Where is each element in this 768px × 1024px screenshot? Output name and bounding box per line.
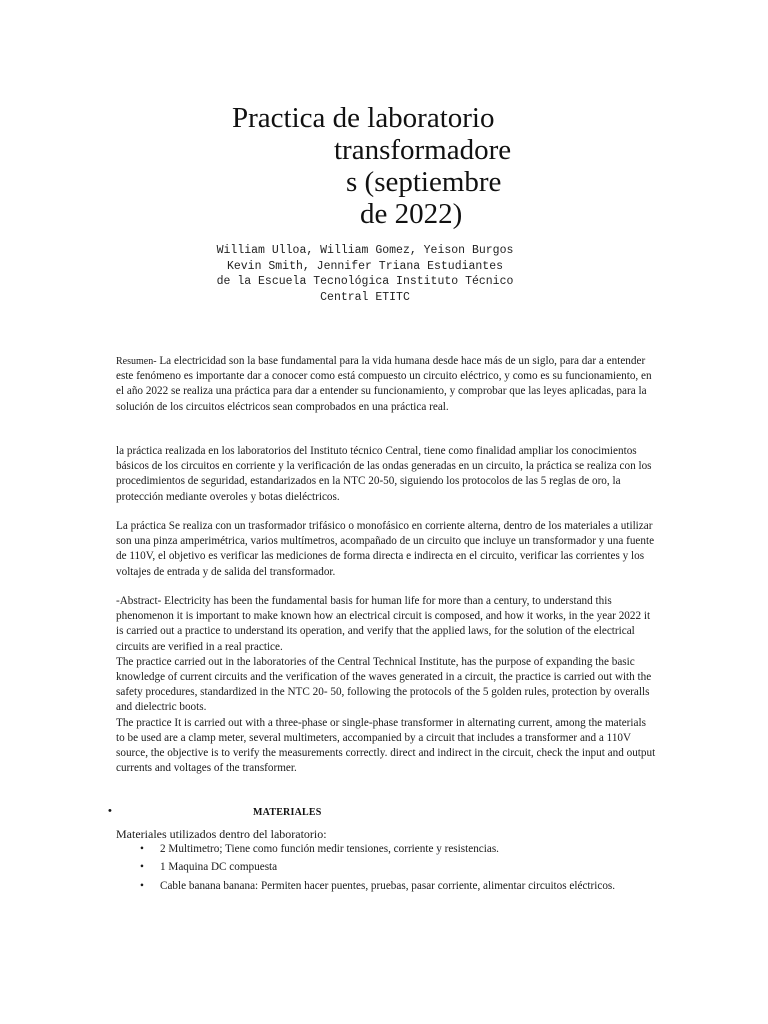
bullet-icon: • (140, 880, 144, 892)
abstract-block (116, 594, 656, 776)
title-line-2: transformadore (334, 134, 512, 166)
list-item (136, 879, 636, 895)
materiales-intro: Materiales utilizados dentro del laboratorio: (116, 827, 327, 841)
resumen-paragraph (116, 354, 656, 415)
title-line-3: s (septiembre (346, 166, 502, 198)
list-item-text: 1 Maquina DC compuesta (160, 860, 278, 873)
authors-line-4: Central ETITC (320, 290, 410, 304)
list-item-text: 2 Multimetro; Tiene como función medir tensiones, corriente y resistencias. (160, 843, 499, 855)
resumen-lead: Resumen- (116, 356, 157, 367)
list-item (136, 860, 636, 876)
authors-block (190, 243, 540, 305)
bullet-icon: • (108, 805, 112, 817)
paragraph-procedimiento: La práctica Se realiza con un trasformador trifásico o monofásico en corriente alterna, dentro de los materiales a utilizar son una pinza amperimétrica, varios multímetros, acompañado de un circuito que incluye un transformador y una fuente de 110V, el objetivo es verificar las mediciones de forma directa e indirecta en el circuito, verificar las corrientes y los voltajes de entrada y de salida del transformador. (116, 520, 655, 578)
abstract-paragraph-1: -Abstract- Electricity has been the fundamental basis for human life for more than a century, to understand this phenomenon it is important to make known how an electrical circuit is composed, and how it works, in the year 2022 it is carried out a practice to understand its operation, and verify that the applied laws, for the solution of the electrical circuits are verified in a real practice. (116, 595, 651, 653)
document-title (200, 102, 560, 230)
title-line-1: Practica de laboratorio (232, 102, 495, 134)
materiales-list (136, 842, 636, 897)
list-item (136, 842, 636, 858)
authors-line-2: Kevin Smith, Jennifer Triana Estudiantes (226, 259, 504, 273)
list-item-text: Cable banana banana: Permiten hacer puentes, pruebas, pasar corriente, alimentar circuitos eléctricos. (160, 880, 616, 892)
paragraph-objetivo: la práctica realizada en los laboratorios del Instituto técnico Central, tiene como finalidad ampliar los conocimientos básicos de los circuitos en corriente y la verificación de las ondas generadas en un circuito, la práctica se realiza con los procedimientos de seguridad, estandarizados en la NTC 20-50, siguiendo los protocolos de las 5 reglas de oro, la protección mediante overoles y botas dieléctricos. (116, 445, 652, 503)
resumen-text: La electricidad son la base fundamental para la vida humana desde hace más de un siglo, para dar a entender este fenómeno es importante dar a conocer como está compuesto un circuito eléctrico, y como es su funcionamiento, en el año 2022 se realiza una práctica para dar a entender su funcionamiento, y comprobar que las leyes aplicadas, para la solución de los circuitos eléctricos sean comprobados en una práctica real. (116, 355, 652, 413)
bullet-icon: • (140, 860, 144, 873)
abstract-paragraph-3: The practice It is carried out with a three-phase or single-phase transformer in alternating current, among the materials to be used are a clamp meter, several multimeters, accompanied by a circuit that includes a transformer and a 110V source, the objective is to verify the measurements correctly. direct and indirect in the circuit, check the input and output currents and voltages of the transformer. (116, 716, 656, 775)
bullet-icon: • (140, 843, 144, 855)
title-line-4: de 2022) (360, 198, 463, 230)
abstract-paragraph-2: The practice carried out in the laboratories of the Central Technical Institute, has the purpose of expanding the basic knowledge of current circuits and the verification of the waves generated in a circuit, the practice is carried out with the safety procedures, standardized in the NTC 20- 50, following the protocols of the 5 golden rules, protection by overalls and dielectric boots. (116, 655, 652, 714)
materiales-heading-label: MATERIALES (253, 807, 322, 818)
authors-line-1: William Ulloa, William Gomez, Yeison Burgos (216, 244, 514, 257)
authors-line-3: de la Escuela Tecnológica Instituto Técnico (216, 275, 514, 288)
